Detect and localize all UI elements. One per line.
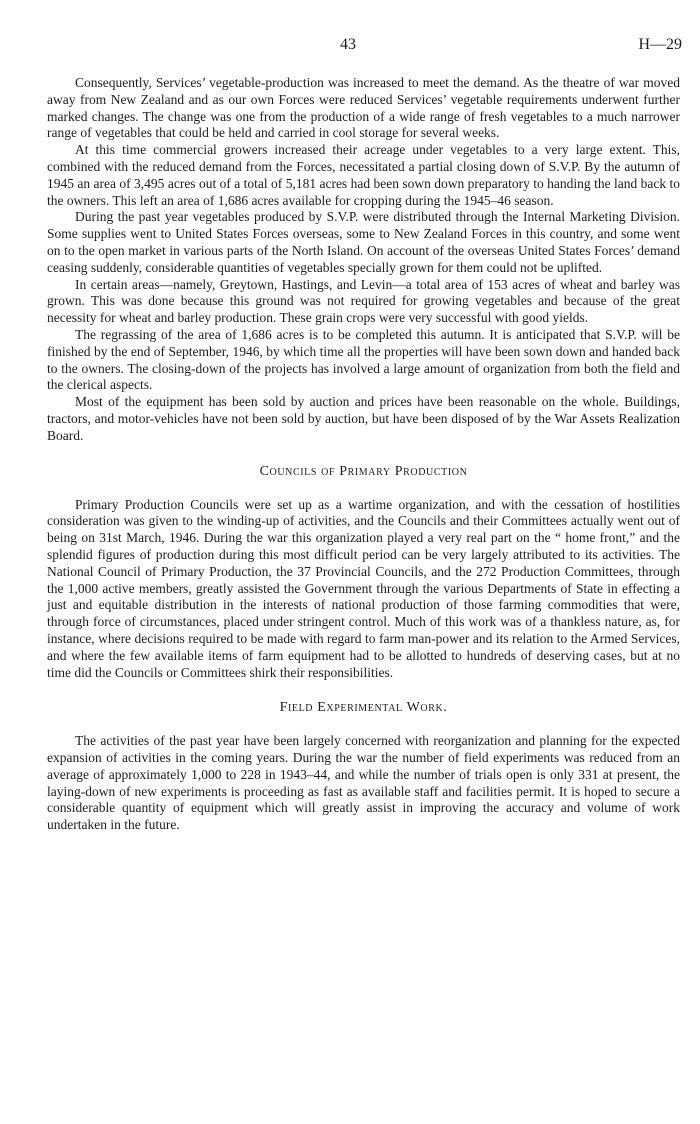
paragraph: At this time commercial growers increased their acreage under vegetables to a very large extent. This, combined with the reduced demand from the Forces, necessitated a partial closing down of S.V.P. By the autumn of 1945 an area of 3,495 acres out of a total of 5,181 acres had been sown down preparatory to handing the land back to the owners. This left an area of 1,686 acres available for cropping during the 1945–46 season. — [47, 142, 680, 208]
page-header — [0, 36, 700, 58]
page-number: 43 — [340, 36, 356, 53]
paragraph: The regrassing of the area of 1,686 acres is to be completed this autumn. It is anticipated that S.V.P. will be finished by the end of September, 1946, by which time all the properties will have been sown down and handed back to the owners. The closing-down of the projects has involved a large amount of organization from both the field and the clerical aspects. — [47, 326, 680, 393]
paragraph: During the past year vegetables produced by S.V.P. were distributed through the Internal Marketing Division. Some supplies went to United States Forces overseas, some to New Zealand Forces in this country, and some went on to the open market in various parts of the North Island. On account of the overseas United States Forces’ demand ceasing suddenly, considerable quantities of vegetables specially grown for them could not be uplifted. — [47, 209, 680, 275]
document-reference: H—29 — [638, 36, 682, 53]
section-heading-field-experimental-work: Field Experimental Work. — [279, 700, 448, 716]
paragraph: The activities of the past year have been largely concerned with reorganization and planning for the expected expansion of activities in the coming years. During the war the number of field experiments was reduced from an average of approximately 1,000 to 228 in 1943–44, and while the number of trials open is only 331 at present, the laying-down of new experiments is proceeding as fast as available staff and facilities permit. It is hoped to secure a considerable quantity of equipment which will greatly assist in improving the accuracy and volume of work undertaken in the future. — [47, 733, 680, 833]
body-text — [47, 75, 680, 834]
paragraph: Consequently, Services’ vegetable-production was increased to meet the demand. As the theatre of war moved away from New Zealand and as our own Forces were reduced Services’ vegetable requirements underwent further marked changes. The change was one from the production of a wide range of fresh vegetables to a much narrower range of vegetables that could be held and carried in cool storage for several weeks. — [47, 75, 680, 141]
paragraph: Most of the equipment has been sold by auction and prices have been reasonable on the whole. Buildings, tractors, and motor-vehicles have not been sold by auction, but have been disposed of by the War Assets Realization Board. — [47, 394, 680, 443]
section-heading-councils: Councils of Primary Production — [259, 463, 468, 479]
paragraph: Primary Production Councils were set up as a wartime organization, and with the cessation of hostilities consideration was given to the winding-up of activities, and the Councils and their Committees actually went out of being on 31st March, 1946. During the war this organization played a very real part on the “ home front,” and the splendid figures of production during this most difficult period can be very largely attributed to its activities. The National Council of Primary Production, the 37 Provincial Councils, and the 272 Production Committees, through the 1,000 active members, greatly assisted the Government through the various Departments of State in effecting a just and equitable distribution in the interests of national production of those farming commodities that were, through force of circumstances, placed under stringent control. Much of this work was of a thankless nature, as, for instance, where decisions required to be made with regard to farm man-power and its relation to the Armed Services, and where the few available items of farm equipment had to be allotted to hundreds of deserving cases, but at no time did the Councils or Committees shirk their responsibilities. — [47, 496, 680, 680]
paragraph: In certain areas—namely, Greytown, Hastings, and Levin—a total area of 153 acres of wheat and barley was grown. This was done because this ground was not required for growing vegetables and because of the great necessity for wheat and barley production. These grain crops were very successful with good yields. — [47, 276, 680, 326]
svp-section — [47, 75, 680, 445]
councils-section — [47, 497, 680, 682]
field-section — [47, 733, 680, 834]
